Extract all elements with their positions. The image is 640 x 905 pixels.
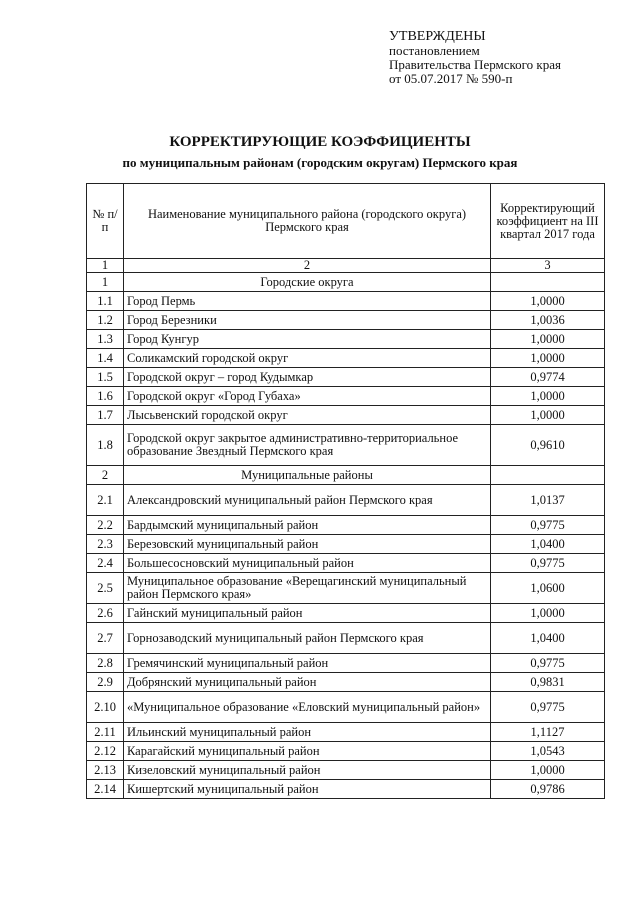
table-row <box>87 535 605 554</box>
row-value: 1,0000 <box>491 761 605 780</box>
row-name: Добрянский муниципальный район <box>124 673 491 692</box>
document-title: КОРРЕКТИРУЮЩИЕ КОЭФФИЦИЕНТЫ <box>169 134 471 150</box>
approval-line: Правительства Пермского края <box>389 57 561 72</box>
section-title: Муниципальные районы <box>124 466 491 485</box>
column-index-row <box>87 259 605 273</box>
row-value: 1,0000 <box>491 349 605 368</box>
table-row <box>87 425 605 466</box>
row-num: 1.8 <box>87 425 124 466</box>
row-value: 0,9786 <box>491 780 605 799</box>
row-num: 2.3 <box>87 535 124 554</box>
row-name: Лысьвенский городской округ <box>124 406 491 425</box>
table-row <box>87 554 605 573</box>
header-name: Наименование муниципального района (городского округа) Пермского края <box>124 184 491 259</box>
table-row <box>87 406 605 425</box>
row-name: Горнозаводский муниципальный район Пермского края <box>124 623 491 654</box>
table-row <box>87 673 605 692</box>
column-index: 1 <box>87 259 124 273</box>
row-name: «Муниципальное образование «Еловский муниципальный район» <box>124 692 491 723</box>
row-value: 1,0000 <box>491 387 605 406</box>
approval-line: от 05.07.2017 № 590-п <box>389 71 513 86</box>
row-value: 1,0400 <box>491 535 605 554</box>
row-num: 2.11 <box>87 723 124 742</box>
table-row <box>87 485 605 516</box>
row-value: 0,9775 <box>491 654 605 673</box>
row-num: 2.2 <box>87 516 124 535</box>
table-row <box>87 761 605 780</box>
section-row <box>87 466 605 485</box>
row-name: Карагайский муниципальный район <box>124 742 491 761</box>
table-row <box>87 723 605 742</box>
table-row <box>87 604 605 623</box>
row-value: 1,0600 <box>491 573 605 604</box>
approval-block <box>389 30 561 86</box>
table-row <box>87 311 605 330</box>
row-num: 2.13 <box>87 761 124 780</box>
row-value: 0,9610 <box>491 425 605 466</box>
row-value: 0,9775 <box>491 516 605 535</box>
municipal-districts-body <box>87 485 605 799</box>
row-name: Город Березники <box>124 311 491 330</box>
table-row <box>87 368 605 387</box>
row-name: Городской округ «Город Губаха» <box>124 387 491 406</box>
row-name: Муниципальное образование «Верещагинский муниципальный район Пермского края» <box>124 573 491 604</box>
row-num: 1.4 <box>87 349 124 368</box>
row-value: 0,9775 <box>491 692 605 723</box>
table-row <box>87 516 605 535</box>
header-coef: Корректирующий коэффициент на III квартал 2017 года <box>491 184 605 259</box>
table-row <box>87 780 605 799</box>
row-name: Городской округ закрытое административно-территориальное образование Звездный Пермского края <box>124 425 491 466</box>
row-value: 1,0137 <box>491 485 605 516</box>
row-num: 2.7 <box>87 623 124 654</box>
approval-heading: УТВЕРЖДЕНЫ <box>389 29 486 44</box>
row-value: 0,9775 <box>491 554 605 573</box>
table-row <box>87 387 605 406</box>
row-num: 2.8 <box>87 654 124 673</box>
row-value: 1,0000 <box>491 330 605 349</box>
row-num: 2.1 <box>87 485 124 516</box>
section-title: Городские округа <box>124 273 491 292</box>
table-header-row <box>87 184 605 259</box>
row-value: 1,0400 <box>491 623 605 654</box>
approval-line: постановлением <box>389 43 480 58</box>
row-num: 1.7 <box>87 406 124 425</box>
row-value: 1,0543 <box>491 742 605 761</box>
section-empty <box>491 273 605 292</box>
header-num: № п/п <box>87 184 124 259</box>
table-row <box>87 349 605 368</box>
section-num: 1 <box>87 273 124 292</box>
row-value: 0,9774 <box>491 368 605 387</box>
section-empty <box>491 466 605 485</box>
row-name: Кизеловский муниципальный район <box>124 761 491 780</box>
row-num: 1.2 <box>87 311 124 330</box>
row-name: Соликамский городской округ <box>124 349 491 368</box>
row-name: Гремячинский муниципальный район <box>124 654 491 673</box>
row-value: 0,9831 <box>491 673 605 692</box>
row-num: 2.12 <box>87 742 124 761</box>
column-index: 2 <box>124 259 491 273</box>
section-num: 2 <box>87 466 124 485</box>
row-name: Город Кунгур <box>124 330 491 349</box>
table-row <box>87 292 605 311</box>
row-name: Кишертский муниципальный район <box>124 780 491 799</box>
table-row <box>87 742 605 761</box>
row-value: 1,0000 <box>491 406 605 425</box>
table-row <box>87 692 605 723</box>
section-row <box>87 273 605 292</box>
row-num: 2.10 <box>87 692 124 723</box>
city-districts-body <box>87 292 605 466</box>
row-num: 1.3 <box>87 330 124 349</box>
row-name: Березовский муниципальный район <box>124 535 491 554</box>
row-name: Гайнский муниципальный район <box>124 604 491 623</box>
column-index: 3 <box>491 259 605 273</box>
row-num: 1.5 <box>87 368 124 387</box>
row-name: Ильинский муниципальный район <box>124 723 491 742</box>
row-num: 2.4 <box>87 554 124 573</box>
row-num: 2.6 <box>87 604 124 623</box>
row-name: Город Пермь <box>124 292 491 311</box>
row-num: 1.1 <box>87 292 124 311</box>
row-value: 1,0036 <box>491 311 605 330</box>
row-name: Городской округ – город Кудымкар <box>124 368 491 387</box>
row-num: 1.6 <box>87 387 124 406</box>
row-value: 1,0000 <box>491 292 605 311</box>
row-name: Александровский муниципальный район Пермского края <box>124 485 491 516</box>
table-row <box>87 330 605 349</box>
row-name: Бардымский муниципальный район <box>124 516 491 535</box>
table-row <box>87 573 605 604</box>
row-value: 1,0000 <box>491 604 605 623</box>
table-row <box>87 654 605 673</box>
table-row <box>87 623 605 654</box>
row-num: 2.14 <box>87 780 124 799</box>
document-subtitle: по муниципальным районам (городским округам) Пермского края <box>122 155 518 170</box>
row-num: 2.5 <box>87 573 124 604</box>
coefficients-table <box>86 183 605 799</box>
row-num: 2.9 <box>87 673 124 692</box>
row-value: 1,1127 <box>491 723 605 742</box>
row-name: Большесосновский муниципальный район <box>124 554 491 573</box>
